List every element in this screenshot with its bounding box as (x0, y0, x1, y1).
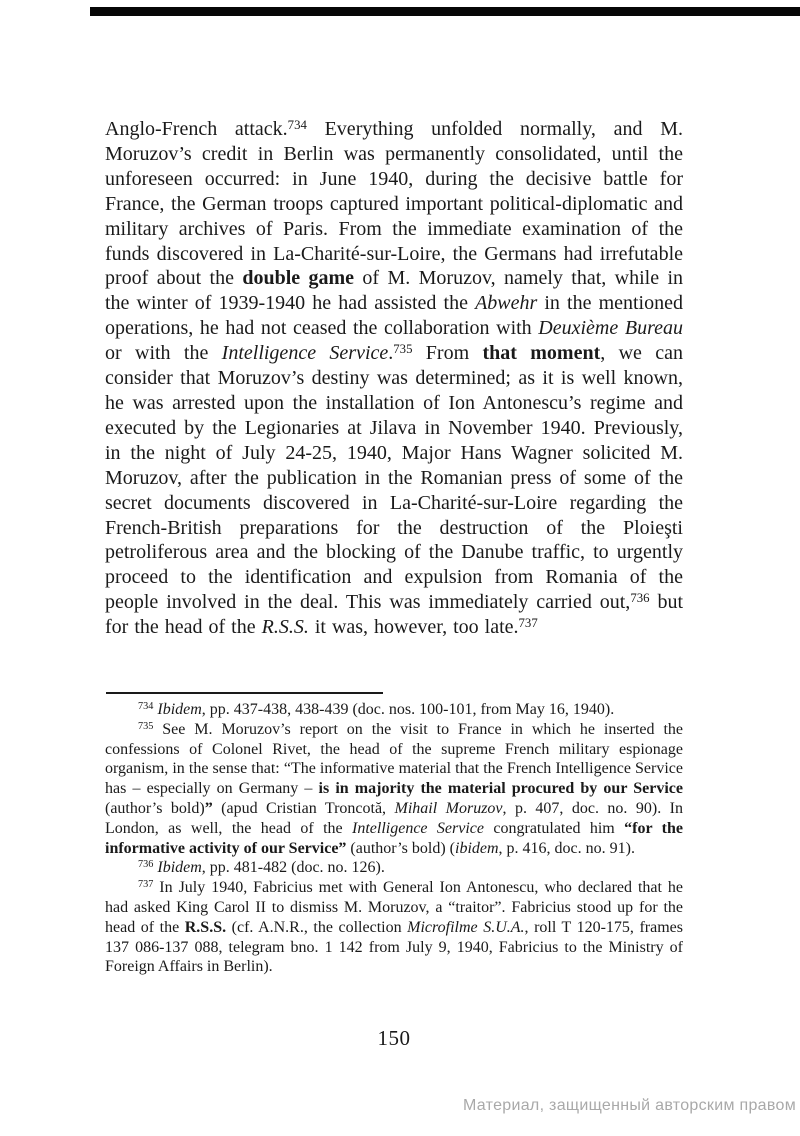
body-paragraph: Anglo-French attack.$^{734}$ Everything unfolded normally, and M. Moruzov’s credit in Berlin was permanently consolidated, until the unforeseen occurred: in June 1940, during the decisive battle for France, the German troops captured important political-diplomatic and military archives of Paris. From the immediate examination of the funds discovered in La-Charité-sur-Loire, the Germans had irrefutable proof about the double game of M. Moruzov, namely that, while in the winter of 1939-1940 he had assisted the Abwehr in the mentioned operations, he had not ceased the collaboration with Deuxième Bureau or with the Intelligence Service.$^{735}$ From that moment, we can consider that Moruzov’s destiny was determined; as it is well known, he was arrested upon the installation of Ion Antonescu’s regime and executed by the Legionaries at Jilava in November 1940. Previously, in the night of July 24-25, 1940, Major Hans Wagner solicited M. Moruzov, after the publication in the Romanian press of some of the secret documents discovered in La-Charité-sur-Loire regarding the French-British preparations for the destruction of the Ploieşti petroliferous area and the blocking of the Danube traffic, to urgently proceed to the identification and expulsion from Romania of the people involved in the deal. This was immediately carried out,$^{736}$ but for the head of the R.S.S. it was, however, too late.$^{737}$ (105, 117, 684, 639)
footnote-734: $^{734}$ Ibidem, pp. 437-438, 438-439 (doc. nos. 100-101, from May 16, 1940). (138, 700, 615, 718)
footnotes-section (105, 700, 683, 977)
footnote-737: $^{737}$ In July 1940, Fabricius met with General Ion Antonescu, who declared that he had asked King Carol II to dismiss M. Moruzov, a “traitor”. Fabricius stood up for the head of the R.S.S. (cf. A.N.R., the collection Microfilme S.U.A., roll T 120-175, frames 137 086-137 088, telegram bno. 1 142 from July 9, 1940, Fabricius to the Ministry of Foreign Affairs in Berlin). (105, 879, 684, 976)
page-number: 150 (377, 1026, 411, 1050)
scan-artifact-bar (90, 7, 800, 16)
footnote-735: $^{735}$ See M. Moruzov’s report on the visit to France in which he inserted the confessions of Colonel Rivet, the head of the supreme French military espionage organism, in the sense that: “The informative material that the French Intelligence Service has – especially on Germany – is in majority the material procured by our Service (author’s bold)” (apud Cristian Troncotă, Mihail Moruzov, p. 407, doc. no. 90). In London, as well, the head of the Intelligence Service congratulated him “for the informative activity of our Service” (author’s bold) (ibidem, p. 416, doc. no. 91). (105, 720, 684, 857)
footnote-separator (106, 692, 383, 694)
footnote-736: $^{736}$ Ibidem, pp. 481-482 (doc. no. 126). (138, 859, 385, 877)
copyright-watermark: Материал, защищенный авторским правом (463, 1097, 796, 1114)
